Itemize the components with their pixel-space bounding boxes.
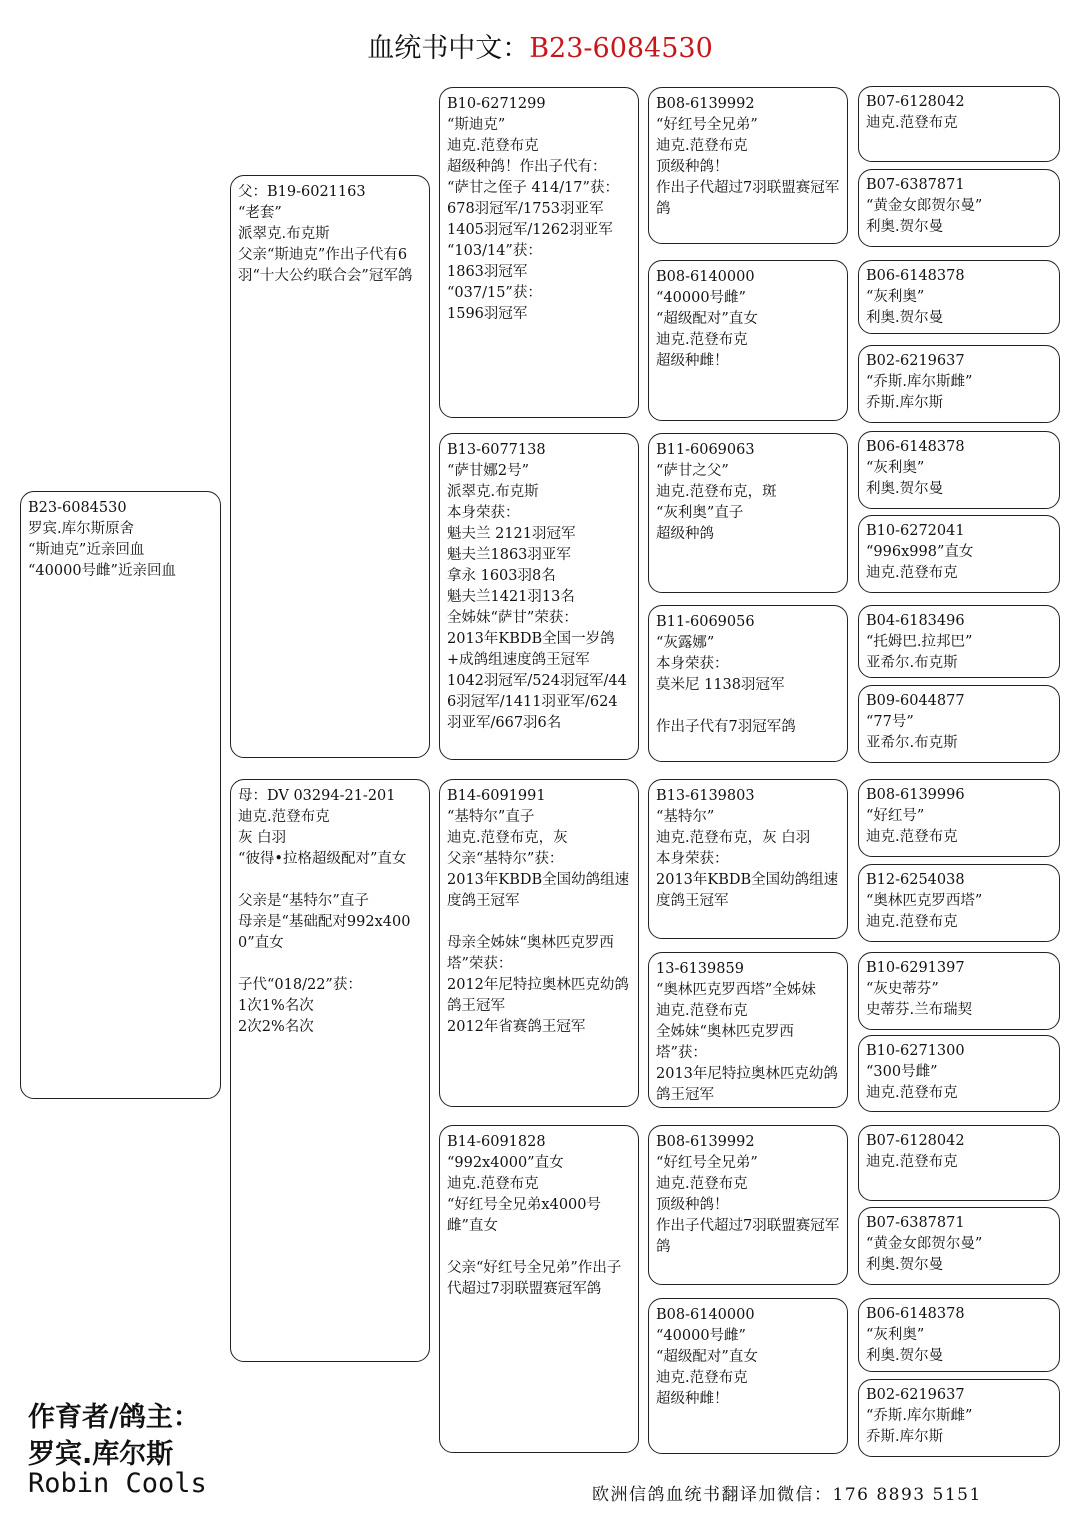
pedigree-line — [656, 696, 841, 717]
pedigree-line: 亚希尔.布克斯 — [866, 655, 958, 671]
pedigree-line: “萨甘之父” — [656, 463, 729, 479]
pedigree-line: B14-6091991 — [447, 788, 546, 804]
g4-box-4 — [648, 605, 848, 762]
sire-sire-box — [439, 87, 639, 418]
pedigree-line: 本身荣获： — [656, 851, 729, 867]
pedigree-line: “灰史蒂芬” — [866, 981, 939, 997]
title-prefix: 血统书中文： — [367, 33, 530, 64]
pedigree-line: 1596羽冠军 — [447, 306, 528, 322]
pedigree-line: 2013年KBDB全国幼鸽组速度鸽王冠军 — [447, 872, 630, 909]
pedigree-line — [447, 1237, 632, 1258]
pedigree-line: 迪克.范登布克，斑 — [656, 484, 777, 500]
pedigree-line: 作出子代超过7羽联盟赛冠军鸽 — [656, 1218, 840, 1255]
pedigree-line: 1863羽冠军 — [447, 264, 528, 280]
pedigree-line: 迪克.范登布克 — [866, 829, 958, 845]
pedigree-line: 子代“018/22”获： — [238, 977, 362, 993]
breeder-name-en: Robin Cools — [28, 1468, 207, 1499]
pedigree-line: 2012年省赛鸽王冠军 — [447, 1019, 586, 1035]
pedigree-line: 678羽冠军/1753羽亚军 — [447, 201, 604, 217]
pedigree-line: B07-6387871 — [866, 1215, 965, 1231]
pedigree-line: “乔斯.库尔斯雌” — [866, 374, 973, 390]
pedigree-line: “40000号雌” — [656, 1328, 746, 1344]
pedigree-line: 2013年KBDB全国一岁鸽+成鸽组速度鸽王冠军 — [447, 631, 615, 668]
footer-contact: 欧洲信鸽血统书翻译加微信：176 8893 5151 — [592, 1485, 982, 1505]
pedigree-line: “萨甘之侄子 414/17”获： — [447, 180, 619, 196]
title-ring-number: B23-6084530 — [529, 33, 713, 64]
pedigree-line: 罗宾.库尔斯原舍 — [28, 521, 135, 537]
pedigree-line: 1405羽冠军/1262羽亚军 — [447, 222, 613, 238]
pedigree-line: B23-6084530 — [28, 500, 127, 516]
pedigree-line: 2013年尼特拉奥林匹克幼鸽鸽王冠军 — [656, 1066, 838, 1103]
pedigree-line: B06-6148378 — [866, 1306, 965, 1322]
pedigree-line: “037/15”获： — [447, 285, 542, 301]
pedigree-line: “好红号全兄弟” — [656, 1155, 758, 1171]
breeder-name-cn: 罗宾.库尔斯 — [28, 1439, 174, 1470]
pedigree-line: 超级种雌！ — [656, 1391, 729, 1407]
pedigree-line: “萨甘娜2号” — [447, 463, 530, 479]
pedigree-line: B11-6069063 — [656, 442, 755, 458]
pedigree-line: “托姆巴.拉邦巴” — [866, 634, 973, 650]
pedigree-line: 超级种鸽！作出子代有： — [447, 159, 607, 175]
pedigree-line: “77号” — [866, 714, 914, 730]
pedigree-line: 2013年KBDB全国幼鸽组速度鸽王冠军 — [656, 872, 839, 909]
pedigree-line: 迪克.范登布克 — [656, 1370, 748, 1386]
pedigree-line: 魁夫兰 2121羽冠军 — [447, 526, 576, 542]
pedigree-line: 史蒂芬.兰布瑞契 — [866, 1002, 973, 1018]
pedigree-line: “乔斯.库尔斯雌” — [866, 1408, 973, 1424]
pedigree-line: “103/14”获： — [447, 243, 542, 259]
pedigree-line: 迪克.范登布克 — [656, 332, 748, 348]
pedigree-line: “超级配对”直女 — [656, 311, 758, 327]
pedigree-line: 迪克.范登布克 — [447, 1176, 539, 1192]
pedigree-line: B13-6077138 — [447, 442, 546, 458]
pedigree-line: 亚希尔.布克斯 — [866, 735, 958, 751]
pedigree-line: “灰露娜” — [656, 635, 715, 651]
pedigree-line: 利奥.贺尔曼 — [866, 481, 944, 497]
pedigree-line: B08-6139996 — [866, 787, 965, 803]
dam-dam-box — [439, 1125, 639, 1453]
pedigree-line: B08-6140000 — [656, 269, 755, 285]
g5-box-3 — [858, 260, 1060, 334]
pedigree-line: B10-6271299 — [447, 96, 546, 112]
g5-box-13 — [858, 1125, 1060, 1201]
pedigree-line: 顶级种鸽！ — [656, 1197, 729, 1213]
pedigree-line: 灰 白羽 — [238, 830, 287, 846]
pedigree-line: “40000号雌” — [656, 290, 746, 306]
sire-box — [230, 175, 430, 758]
g4-box-3 — [648, 433, 848, 593]
pedigree-line: “好红号” — [866, 808, 925, 824]
pedigree-line — [238, 954, 423, 975]
pedigree-line: “奥林匹克罗西塔” — [866, 893, 983, 909]
pedigree-line: 2012年尼特拉奥林匹克幼鸽鸽王冠军 — [447, 977, 629, 1014]
pedigree-line: “斯迪克” — [447, 117, 506, 133]
g5-box-10 — [858, 864, 1060, 942]
pedigree-line: 乔斯.库尔斯 — [866, 395, 944, 411]
pedigree-line: 莫米尼 1138羽冠军 — [656, 677, 785, 693]
g5-box-8 — [858, 685, 1060, 763]
g5-box-1 — [858, 86, 1060, 162]
pedigree-line: 拿永 1603羽8名 — [447, 568, 556, 584]
pedigree-line: 迪克.范登布克 — [866, 1085, 958, 1101]
pedigree-line: 利奥.贺尔曼 — [866, 1348, 944, 1364]
pedigree-line: 母亲是“基础配对992x4000”直女 — [238, 914, 411, 951]
pedigree-line: 迪克.范登布克，灰 白羽 — [656, 830, 811, 846]
pedigree-line: B08-6139992 — [656, 1134, 755, 1150]
pedigree-line: 魁夫兰1421羽13名 — [447, 589, 575, 605]
pedigree-line: 父亲“好红号全兄弟”作出子代超过7羽联盟赛冠军鸽 — [447, 1260, 622, 1297]
g4-box-7 — [648, 1125, 848, 1285]
pedigree-line: B08-6140000 — [656, 1307, 755, 1323]
pedigree-line: “老套” — [238, 205, 282, 221]
pedigree-line: 全姊妹“奥林匹克罗西塔”获： — [656, 1024, 794, 1061]
pedigree-line: 迪克.范登布克 — [866, 115, 958, 131]
g5-box-5 — [858, 431, 1060, 509]
pedigree-line: 作出子代超过7羽联盟赛冠军鸽 — [656, 180, 840, 217]
pedigree-line: B02-6219637 — [866, 1387, 965, 1403]
pedigree-line: B12-6254038 — [866, 872, 965, 888]
pedigree-line: “灰利奥” — [866, 460, 925, 476]
breeder-label: 作育者/鸽主： — [28, 1402, 200, 1433]
pedigree-line: 作出子代有7羽冠军鸽 — [656, 719, 796, 735]
pedigree-line: 迪克.范登布克 — [866, 914, 958, 930]
pedigree-line: 迪克.范登布克 — [656, 1003, 748, 1019]
g5-box-4 — [858, 345, 1060, 423]
pedigree-line: 母亲全姊妹“奥林匹克罗西塔”荣获： — [447, 935, 614, 972]
pedigree-line: 利奥.贺尔曼 — [866, 219, 944, 235]
pedigree-line: “996x998”直女 — [866, 544, 974, 560]
g5-box-7 — [858, 605, 1060, 678]
pedigree-line: 派翠克.布克斯 — [238, 226, 330, 242]
g5-box-2 — [858, 169, 1060, 247]
pedigree-line: 父亲“斯迪克”作出子代有6羽“十大公约联合会”冠军鸽 — [238, 247, 413, 284]
pedigree-line: B11-6069056 — [656, 614, 755, 630]
g5-box-9 — [858, 779, 1060, 857]
pedigree-line: 1次1%名次 — [238, 998, 314, 1014]
g5-box-14 — [858, 1207, 1060, 1285]
pedigree-line: 迪克.范登布克 — [866, 565, 958, 581]
dam-sire-box — [439, 779, 639, 1107]
pedigree-line: B07-6128042 — [866, 94, 965, 110]
g5-box-15 — [858, 1298, 1060, 1372]
pedigree-line: “灰利奥” — [866, 289, 925, 305]
pedigree-line: B08-6139992 — [656, 96, 755, 112]
pedigree-line: 迪克.范登布克 — [866, 1154, 958, 1170]
pedigree-line: B07-6387871 — [866, 177, 965, 193]
pedigree-line: 父亲“基特尔”获： — [447, 851, 564, 867]
pedigree-line: B13-6139803 — [656, 788, 755, 804]
g4-box-1 — [648, 87, 848, 244]
pedigree-line: B06-6148378 — [866, 268, 965, 284]
pedigree-line: 2次2%名次 — [238, 1019, 314, 1035]
pedigree-line: 超级种鸽 — [656, 526, 714, 542]
g4-box-8 — [648, 1298, 848, 1454]
pedigree-line: 超级种雌！ — [656, 353, 729, 369]
pedigree-line: 利奥.贺尔曼 — [866, 1257, 944, 1273]
pedigree-line: 父亲是“基特尔”直子 — [238, 893, 369, 909]
pedigree-line: 迪克.范登布克 — [447, 138, 539, 154]
pedigree-line: 顶级种鸽！ — [656, 159, 729, 175]
pedigree-line: “彼得•拉格超级配对”直女 — [238, 851, 407, 867]
g4-box-5 — [648, 779, 848, 939]
pedigree-line: “基特尔” — [656, 809, 715, 825]
page-title — [0, 26, 1080, 65]
pedigree-line: 全姊妹“萨甘”荣获： — [447, 610, 578, 626]
pedigree-line: 利奥.贺尔曼 — [866, 310, 944, 326]
g5-box-12 — [858, 1035, 1060, 1112]
pedigree-line: 派翠克.布克斯 — [447, 484, 539, 500]
pedigree-line: B10-6271300 — [866, 1043, 965, 1059]
pedigree-line: 父：B19-6021163 — [238, 184, 366, 200]
pedigree-line: 1042羽冠军/524羽冠军/446羽冠军/1411羽亚军/624羽亚军/667羽6名 — [447, 673, 627, 731]
pedigree-line: B06-6148378 — [866, 439, 965, 455]
pedigree-line: B04-6183496 — [866, 613, 965, 629]
pedigree-line: “300号雌” — [866, 1064, 938, 1080]
pedigree-line: “斯迪克”近亲回血 — [28, 542, 145, 558]
pedigree-line: B02-6219637 — [866, 353, 965, 369]
pedigree-line: B07-6128042 — [866, 1133, 965, 1149]
g4-box-6 — [648, 952, 848, 1108]
pedigree-line: 本身荣获： — [447, 505, 520, 521]
g5-box-11 — [858, 952, 1060, 1030]
pedigree-line: B14-6091828 — [447, 1134, 546, 1150]
pedigree-line: 迪克.范登布克，灰 — [447, 830, 568, 846]
g5-box-16 — [858, 1379, 1060, 1457]
pedigree-line: “好红号全兄弟x4000号雌”直女 — [447, 1197, 601, 1234]
pedigree-line: “好红号全兄弟” — [656, 117, 758, 133]
pedigree-line: “黄金女郎贺尔曼” — [866, 198, 983, 214]
pedigree-line: “奥林匹克罗西塔”全姊妹 — [656, 982, 816, 998]
sire-dam-box — [439, 433, 639, 760]
pedigree-line: B10-6272041 — [866, 523, 965, 539]
pedigree-line: 迪克.范登布克 — [238, 809, 330, 825]
pedigree-line — [238, 870, 423, 891]
pedigree-line: “黄金女郎贺尔曼” — [866, 1236, 983, 1252]
pedigree-line: 迪克.范登布克 — [656, 1176, 748, 1192]
pedigree-line: “基特尔”直子 — [447, 809, 535, 825]
pedigree-line: 魁夫兰1863羽亚军 — [447, 547, 571, 563]
g4-box-2 — [648, 260, 848, 421]
dam-box — [230, 779, 430, 1362]
pedigree-line: 母：DV 03294-21-201 — [238, 788, 396, 804]
pedigree-line: 乔斯.库尔斯 — [866, 1429, 944, 1445]
pedigree-line: 本身荣获： — [656, 656, 729, 672]
pedigree-line: “超级配对”直女 — [656, 1349, 758, 1365]
g5-box-6 — [858, 515, 1060, 593]
pedigree-line: “灰利奥” — [866, 1327, 925, 1343]
pedigree-line: “40000号雌”近亲回血 — [28, 563, 176, 579]
pedigree-line: 迪克.范登布克 — [656, 138, 748, 154]
pedigree-line: B10-6291397 — [866, 960, 965, 976]
pedigree-line — [447, 912, 632, 933]
pedigree-line: “992x4000”直女 — [447, 1155, 564, 1171]
subject-pigeon-box — [20, 491, 221, 1099]
pedigree-line: “灰利奥”直子 — [656, 505, 744, 521]
pedigree-line: 13-6139859 — [656, 961, 744, 977]
pedigree-line: B09-6044877 — [866, 693, 965, 709]
